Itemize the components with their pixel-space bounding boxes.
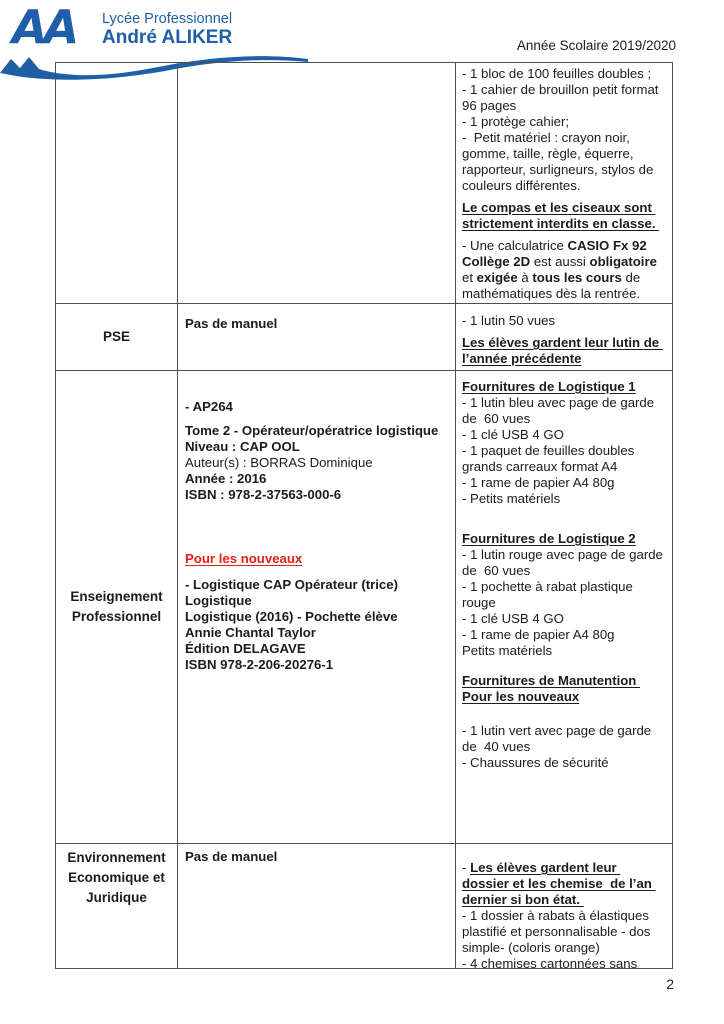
supplies-table — [55, 62, 673, 969]
subject-cell-environnement: Environnement Economique et Juridique — [56, 844, 178, 968]
subject-cell-row1 — [56, 63, 178, 304]
logo-school-name: André ALIKER — [102, 27, 233, 48]
manual-cell-environnement: Pas de manuel — [178, 844, 456, 968]
logo-school-type: Lycée Professionnel — [102, 11, 233, 27]
subject-cell-pse: PSE — [56, 304, 178, 371]
manual-cell-enseignement-professionnel: - AP264 Tome 2 - Opérateur/opératrice logistique Niveau : CAP OOL Auteur(s) : BORRAS Dominique Année : 2016 ISBN : 978-2-37563-000-6 Pour les nouveaux - Logistique CAP Opérateur (trice) Logistique Logistique (2016) - Pochette élève Annie Chantal Taylor Édition DELAGAVE ISBN 978-2-206-20276-1 — [178, 371, 456, 844]
page-number: 2 — [666, 976, 674, 992]
supplies-cell-pse: - 1 lutin 50 vues Les élèves gardent leur lutin de l’année précédente — [456, 304, 672, 371]
logo-text — [102, 11, 232, 48]
supplies-cell-enseignement-professionnel: Fournitures de Logistique 1 - 1 lutin bleu avec page de garde de 60 vues - 1 clé USB 4 GO - 1 paquet de feuilles doubles grands carreaux format A4 - 1 rame de papier A4 80g - Petits matériels Fournitures de Logistique 2 - 1 lutin rouge avec page de garde de 60 vues - 1 pochette à rabat plastique rouge - 1 clé USB 4 GO - 1 rame de papier A4 80g Petits matériels Fournitures de Manutention Pour les nouveaux - 1 lutin vert avec page de garde de 40 vues - Chaussures de sécurité — [456, 371, 672, 844]
logo-monogram: AA — [12, 0, 76, 54]
supplies-cell-row1: - 1 bloc de 100 feuilles doubles ; - 1 cahier de brouillon petit format 96 pages - 1 protège cahier; - Petit matériel : crayon noir, gomme, taille, règle, équerre, rapporteur, surligneurs, stylos de couleurs différentes. Le compas et les ciseaux sont strictement interdits en classe. - Une calculatrice CASIO Fx 92 Collège 2D est aussi obligatoire et exigée à tous les cours de mathématiques dès la rentrée. — [456, 63, 672, 304]
supplies-cell-environnement: - Les élèves gardent leur dossier et les chemise de l’an dernier si bon état. - 1 dossier à rabats à élastiques plastifié et personnalisable - dos simple- (coloris orange) - 4 chemises cartonnées sans — [462, 860, 656, 968]
school-year-label: Année Scolaire 2019/2020 — [516, 38, 676, 53]
manual-cell-pse: Pas de manuel — [178, 304, 456, 371]
manual-cell-row1 — [178, 63, 456, 304]
subject-cell-enseignement-professionnel: Enseignement Professionnel — [56, 371, 178, 844]
